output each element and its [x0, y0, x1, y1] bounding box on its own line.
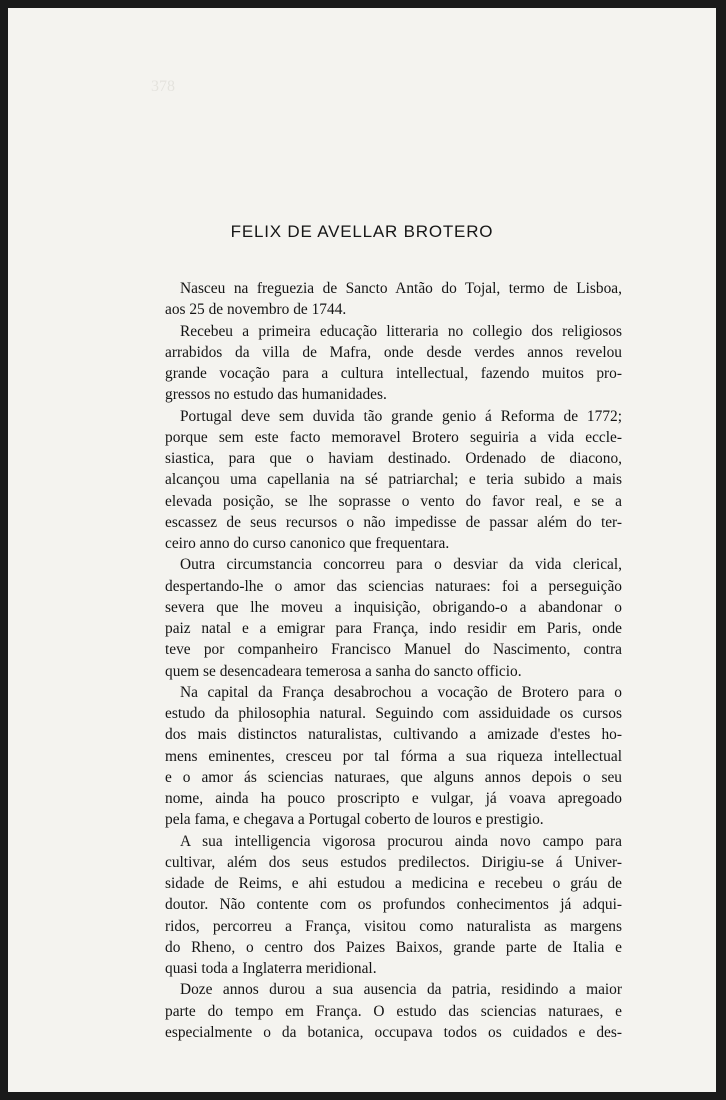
text-line: mens eminentes, cresceu por tal fórma a sua riqueza intellectual	[165, 747, 622, 765]
text-line: Recebeu a primeira educação litteraria no collegio dos religiosos	[180, 322, 622, 340]
text-line: cultivar, além dos seus estudos predilectos. Dirigiu-se á Univer-	[165, 853, 622, 871]
text-line: porque sem este facto memoravel Brotero seguiria a vida eccle-	[165, 428, 622, 446]
text-line: gressos no estudo das humanidades.	[165, 386, 387, 404]
text-line: Na capital da França desabrochou a vocação de Brotero para o	[180, 683, 622, 701]
text-line: alcançou uma capellania na sé patriarchal; e teria subido a mais	[165, 471, 622, 489]
text-line: do Rheno, o centro dos Paizes Baixos, grande parte de Italia e	[165, 938, 622, 956]
text-line: arrabidos da villa de Mafra, onde desde verdes annos revelou	[165, 343, 622, 361]
document-page	[8, 8, 716, 1092]
text-line: despertando-lhe o amor das sciencias naturaes: foi a perseguição	[165, 577, 622, 595]
text-line: nome, ainda ha pouco proscripto e vulgar, já voava apregoado	[165, 790, 622, 807]
text-line: escassez de seus recursos o não impedisse de passar além do ter-	[165, 513, 622, 531]
text-line: doutor. Não contente com os profundos conhecimentos já adqui-	[165, 896, 622, 914]
body-text	[165, 278, 622, 1043]
text-line: teve por companheiro Francisco Manuel do Nascimento, contra	[165, 641, 622, 659]
text-line: siastica, para que o haviam destinado. Ordenado de diacono,	[165, 450, 622, 467]
text-line: ceiro anno do curso canonico que frequentara.	[165, 535, 450, 552]
text-line: ridos, percorreu a França, visitou como naturalista as margens	[165, 917, 622, 935]
text-line: quem se desencadeara temerosa a sanha do sancto officio.	[165, 662, 522, 680]
text-line: Nasceu na freguezia de Sancto Antão do Tojal, termo de Lisboa,	[180, 280, 622, 297]
text-line: A sua intelligencia vigorosa procurou ainda novo campo para	[180, 832, 622, 850]
text-line: quasi toda a Inglaterra meridional.	[165, 960, 377, 977]
text-line: paiz natal e a emigrar para França, indo residir em Paris, onde	[165, 620, 622, 637]
text-line: elevada posição, se lhe soprasse o vento do favor real, e se a	[165, 492, 622, 510]
text-line: especialmente o da botanica, occupava todos os cuidados e des-	[165, 1023, 622, 1041]
text-line: severa que lhe moveu a inquisição, obrigando-o a abandonar o	[165, 598, 622, 616]
text-line: Portugal deve sem duvida tão grande genio á Reforma de 1772;	[180, 407, 622, 425]
text-line: aos 25 de novembro de 1744.	[165, 301, 347, 319]
text-line: sidade de Reims, e ahi estudou a medicina e recebeu o gráu de	[165, 875, 622, 892]
text-line: e o amor ás sciencias naturaes, que alguns annos depois o seu	[165, 768, 622, 786]
text-line: grande vocação para a cultura intellectual, fazendo muitos pro-	[165, 365, 622, 382]
page-title: FELIX DE AVELLAR BROTERO	[230, 222, 494, 241]
text-line: parte do tempo em França. O estudo das sciencias naturaes, e	[165, 1002, 622, 1020]
text-line: estudo da philosophia natural. Seguindo com assiduidade os cursos	[165, 705, 622, 722]
bleed-through-page-number: 378	[151, 78, 175, 95]
text-line: pela fama, e chegava a Portugal coberto de louros e prestigio.	[165, 811, 544, 829]
text-line: dos mais distinctos naturalistas, cultivando a amizade d'estes ho-	[165, 726, 622, 744]
text-line: Doze annos durou a sua ausencia da patria, residindo a maior	[180, 981, 622, 999]
text-line: Outra circumstancia concorreu para o desviar da vida clerical,	[180, 556, 622, 574]
